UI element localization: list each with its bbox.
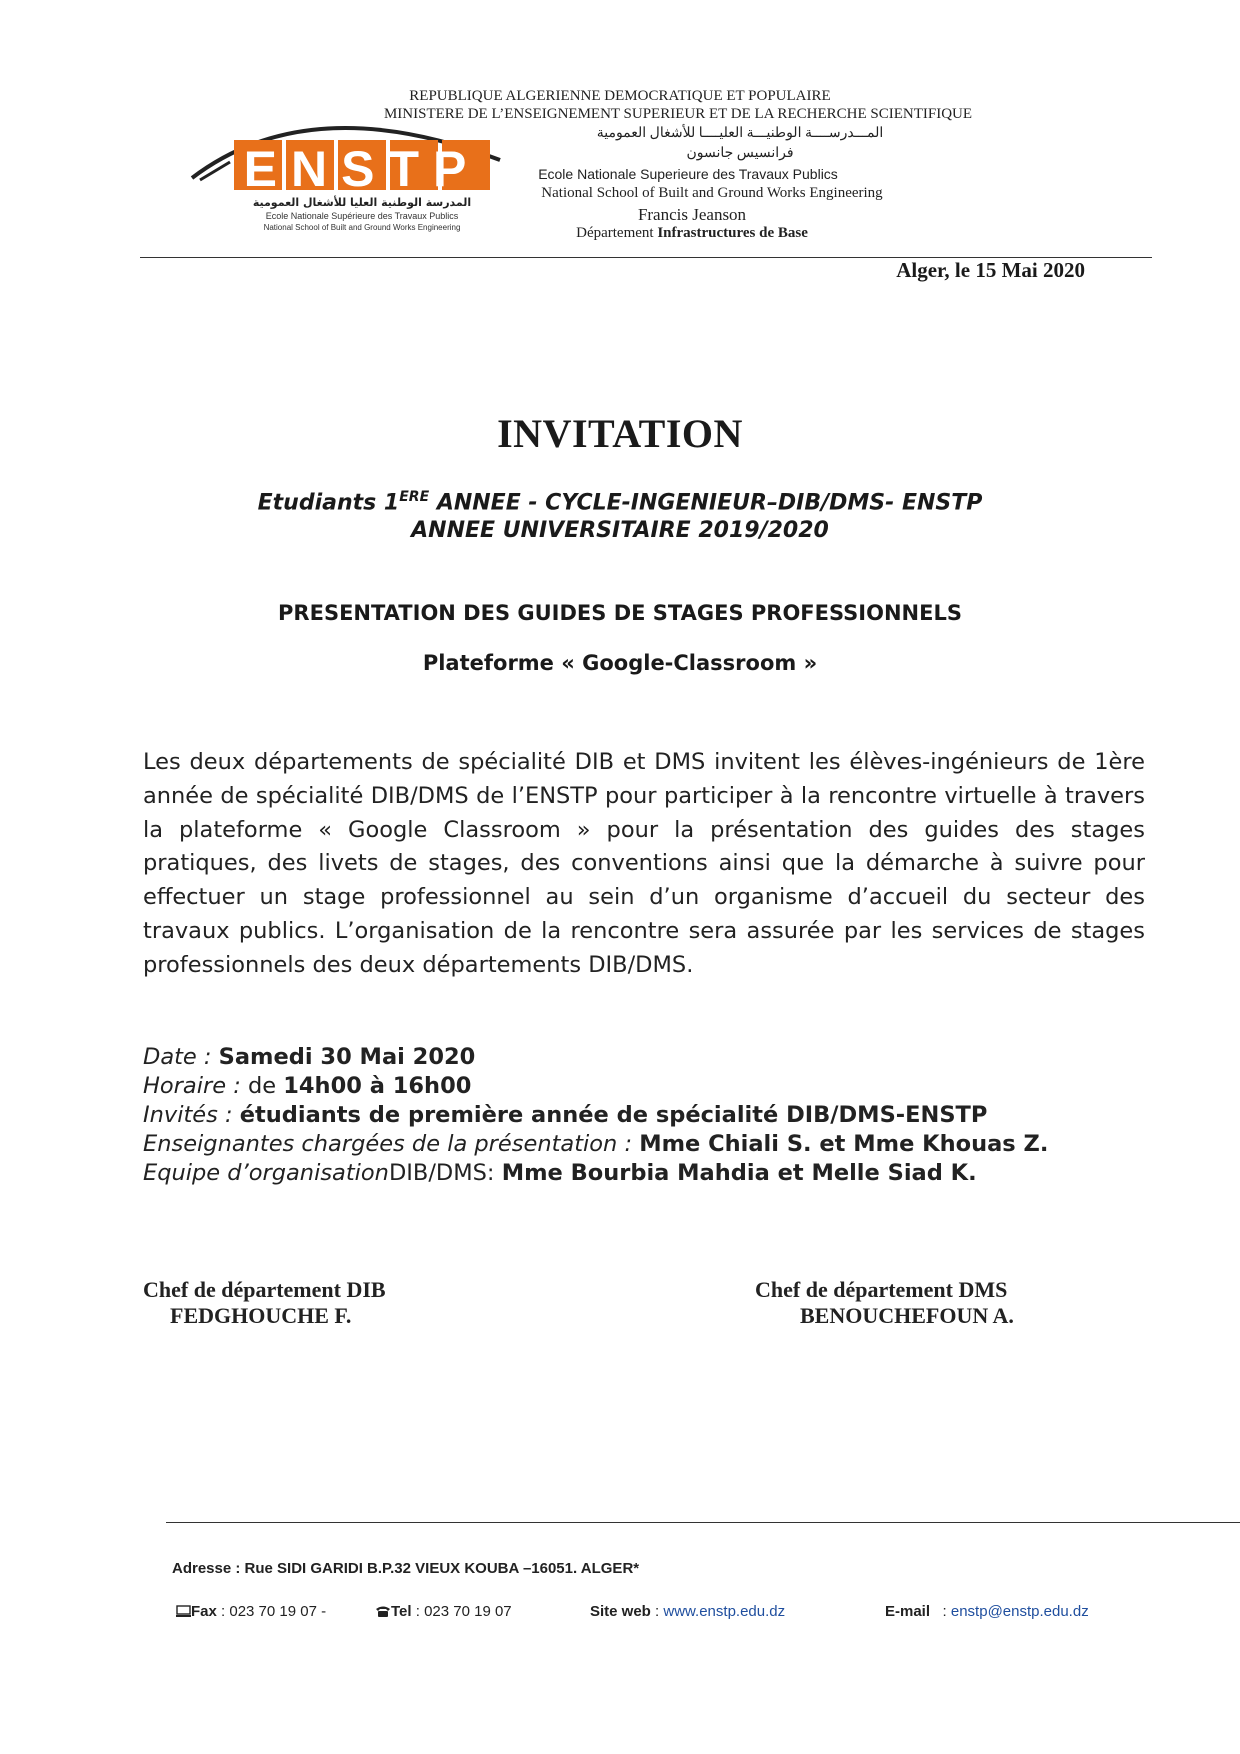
footer-web xyxy=(590,1603,785,1620)
enstp-logo xyxy=(190,98,510,238)
footer-address-label: Adresse : xyxy=(172,1560,241,1577)
footer-tel-label: Tel xyxy=(391,1603,412,1620)
detail-date xyxy=(143,1043,475,1072)
header-school-en: National School of Built and Ground Works Engineering xyxy=(541,185,883,201)
subtitle-line-1-a: Etudiants 1 xyxy=(257,490,400,516)
detail-date-value: Samedi 30 Mai 2020 xyxy=(218,1044,476,1070)
detail-teachers-label: Enseignantes chargées de la présentation : xyxy=(143,1131,633,1157)
page-title: INVITATION xyxy=(497,411,743,456)
detail-guests-label: Invités : xyxy=(143,1102,233,1128)
header-arabic-school: المـــدرســــة الوطنيـــة العليــــا للأشغال العمومية xyxy=(596,126,884,141)
logo-en: National School of Built and Ground Works Engineering xyxy=(263,223,461,232)
footer-tel xyxy=(375,1603,512,1620)
logo-acronym: ENSTP xyxy=(243,141,481,197)
footer-email xyxy=(885,1603,1089,1620)
fax-icon xyxy=(176,1605,191,1617)
footer-fax-label: Fax xyxy=(191,1603,217,1620)
footer-tel-value: : 023 70 19 07 xyxy=(415,1603,512,1620)
detail-team-label: Equipe d’organisation xyxy=(143,1160,389,1186)
detail-guests-value: étudiants de première année de spécialité DIB/DMS-ENSTP xyxy=(239,1102,988,1128)
header-dept-prefix: Département xyxy=(576,225,654,241)
footer-email-link[interactable]: enstp@enstp.edu.dz xyxy=(950,1603,1089,1620)
detail-guests xyxy=(143,1101,987,1130)
platform-line: Plateforme « Google-Classroom » xyxy=(422,651,818,675)
footer-web-sep: : xyxy=(655,1603,660,1620)
detail-teachers xyxy=(143,1130,1048,1159)
section-title: PRESENTATION DES GUIDES DE STAGES PROFESSIONNELS xyxy=(278,601,962,625)
header-dept-name: Infrastructures de Base xyxy=(657,225,808,241)
subtitle-line-2: ANNEE UNIVERSITAIRE 2019/2020 xyxy=(411,518,829,543)
footer-address xyxy=(172,1560,639,1577)
footer-email-label: E-mail xyxy=(885,1603,931,1620)
header-republic: REPUBLIQUE ALGERIENNE DEMOCRATIQUE ET POPULAIRE xyxy=(409,88,831,104)
footer-email-sep: : xyxy=(942,1603,947,1620)
header-school-fr: Ecole Nationale Superieure des Travaux Publics xyxy=(538,166,838,182)
detail-time xyxy=(143,1072,471,1101)
signature-right-name: BENOUCHEFOUN A. xyxy=(800,1303,1014,1328)
signature-right-title: Chef de département DMS xyxy=(755,1277,1008,1302)
phone-icon xyxy=(375,1605,391,1617)
date-line: Alger, le 15 Mai 2020 xyxy=(896,258,1085,282)
logo-fr: Ecole Nationale Supérieure des Travaux Publics xyxy=(265,211,459,221)
subtitle-sup: ERE xyxy=(399,489,430,505)
header-arabic-name: فرانسيس جانسون xyxy=(686,146,794,161)
footer-web-link[interactable]: www.enstp.edu.dz xyxy=(663,1603,786,1620)
subtitle-line-1-b: ANNEE - CYCLE-INGENIEUR–DIB/DMS- ENSTP xyxy=(429,490,983,516)
subtitle-line-1 xyxy=(0,489,1240,515)
detail-team-dept: DIB/DMS: xyxy=(388,1160,495,1186)
logo-arabic: المدرسة الوطنية العليا للأشغال العمومية xyxy=(252,196,472,209)
footer-divider xyxy=(166,1522,1240,1523)
detail-date-label: Date : xyxy=(143,1044,212,1070)
header-school-name: Francis Jeanson xyxy=(637,205,747,224)
detail-time-label: Horaire : xyxy=(143,1073,241,1099)
detail-team xyxy=(143,1159,977,1188)
footer-web-label: Site web xyxy=(590,1603,651,1620)
signature-left-title: Chef de département DIB xyxy=(143,1277,386,1302)
footer-address-value: Rue SIDI GARIDI B.P.32 VIEUX KOUBA –16051. ALGER* xyxy=(244,1560,640,1577)
detail-time-prefix: de xyxy=(247,1073,277,1099)
signature-left-name: FEDGHOUCHE F. xyxy=(170,1303,352,1328)
detail-teachers-value: Mme Chiali S. et Mme Khouas Z. xyxy=(639,1131,1049,1157)
footer-fax xyxy=(176,1603,326,1620)
detail-time-value: 14h00 à 16h00 xyxy=(283,1073,472,1099)
detail-team-value: Mme Bourbia Mahdia et Melle Siad K. xyxy=(501,1160,977,1186)
invitation-body: Les deux départements de spécialité DIB et DMS invitent les élèves-ingénieurs de 1ère année de spécialité DIB/DMS de l’ENSTP pour participer à la rencontre virtuelle à travers la plateforme « Google Classroom » pour la présentation des guides des stages pratiques, des livets de stages, des conventions ainsi que la démarche à suivre pour effectuer un stage professionnel au sein d’un organisme d’accueil du secteur des travaux publics. L’organisation de la rencontre sera assurée par les services de stages professionnels des deux départements DIB/DMS. xyxy=(143,749,1145,978)
header-ministry: MINISTERE DE L’ENSEIGNEMENT SUPERIEUR ET DE LA RECHERCHE SCIENTIFIQUE xyxy=(383,106,973,122)
footer-fax-value: : 023 70 19 07 - xyxy=(221,1603,327,1620)
